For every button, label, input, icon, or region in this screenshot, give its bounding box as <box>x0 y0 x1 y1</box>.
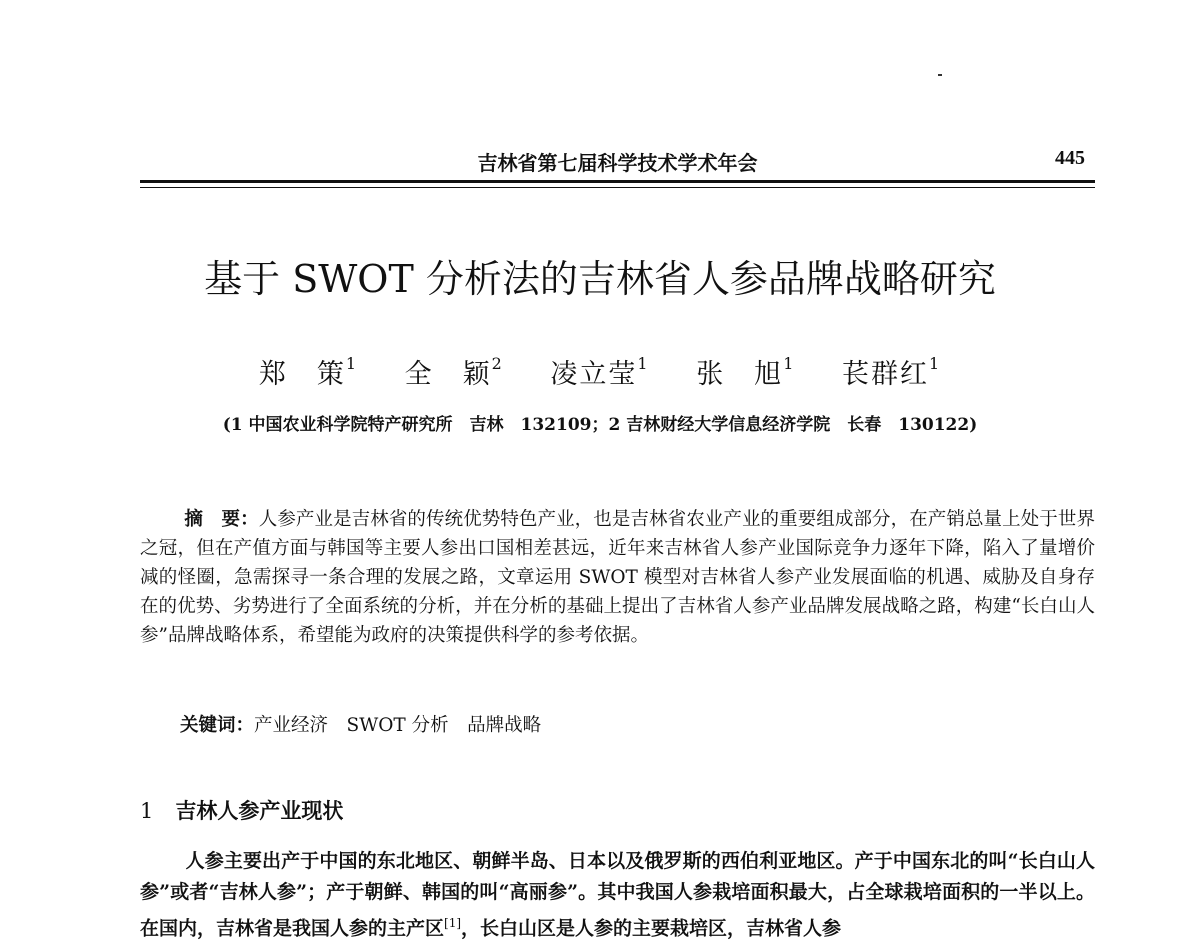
affiliation-line: (1 中国农业科学院特产研究所 吉林 132109；2 吉林财经大学信息经济学院 长春 130122) <box>222 415 978 435</box>
paragraph-text-1: 人参主要出产于中国的东北地区、朝鲜半岛、日本以及俄罗斯的西伯利亚地区。产于中国东北的叫“长白山人参”或者“吉林人参”；产于朝鲜、韩国的叫“高丽参”。其中我国人参栽培面积最大，占全球栽培面积的一半以上。在国内，吉林省是我国人参的主产区 <box>140 850 1095 940</box>
scan-speck <box>938 74 942 76</box>
abstract-label: 摘 要： <box>184 509 259 530</box>
section1-paragraph <box>140 846 1095 944</box>
author-name: 郑 策 <box>258 359 346 390</box>
body-paragraph <box>140 846 1095 944</box>
author-list <box>0 352 1200 391</box>
author-name: 凌立莹 <box>550 359 638 390</box>
author-name: 张 旭 <box>696 359 784 390</box>
page-number: 445 <box>1055 147 1085 169</box>
paper-title: 基于 SWOT 分析法的吉林省人参品牌战略研究 <box>204 257 996 301</box>
header-rule-thin <box>140 187 1095 188</box>
author-3 <box>550 354 650 390</box>
running-header <box>140 147 1095 177</box>
section-heading <box>140 795 343 825</box>
affiliation-mark: 2 <box>491 354 504 373</box>
abstract-paragraph <box>140 505 1095 650</box>
author-name: 苌群红 <box>841 359 929 390</box>
author-2 <box>404 354 504 390</box>
section-number: 1 <box>140 799 154 823</box>
affiliation-mark: 1 <box>637 354 650 373</box>
abstract <box>140 505 1095 650</box>
abstract-text: 人参产业是吉林省的传统优势特色产业，也是吉林省农业产业的重要组成部分，在产销总量上处于世界之冠，但在产值方面与韩国等主要人参出口国相差甚远，近年来吉林省人参产业国际竞争力逐年下降，陷入了量增价减的怪圈，急需探寻一条合理的发展之路，文章运用 SWOT 模型对吉林省人参产业发展面临的机遇、威胁及自身存在的优势、劣势进行了全面系统的分析，并在分析的基础上提出了吉林省人参产业品牌发展战略之路，构建“长白山人参”品牌战略体系，希望能为政府的决策提供科学的参考依据。 <box>140 509 1095 646</box>
keywords <box>180 711 541 737</box>
affiliation-mark: 1 <box>928 354 942 373</box>
affiliation-mark: 1 <box>783 354 796 373</box>
paragraph-text-2: ，长白山区是人参的主要栽培区，吉林省人参 <box>461 917 842 940</box>
section-title: 吉林人参产业现状 <box>175 798 344 823</box>
header-rule-thick <box>140 180 1095 183</box>
author-4 <box>696 354 796 390</box>
author-5 <box>841 354 942 390</box>
keywords-text: 产业经济 SWOT 分析 品牌战略 <box>254 715 542 736</box>
keywords-label: 关键词： <box>180 715 255 736</box>
author-name: 全 颖 <box>404 359 492 390</box>
affiliation-mark: 1 <box>345 354 359 373</box>
citation-ref[interactable]: [1] <box>444 916 462 930</box>
author-1 <box>258 354 359 390</box>
journal-title: 吉林省第七届科学技术学术年会 <box>477 151 758 175</box>
